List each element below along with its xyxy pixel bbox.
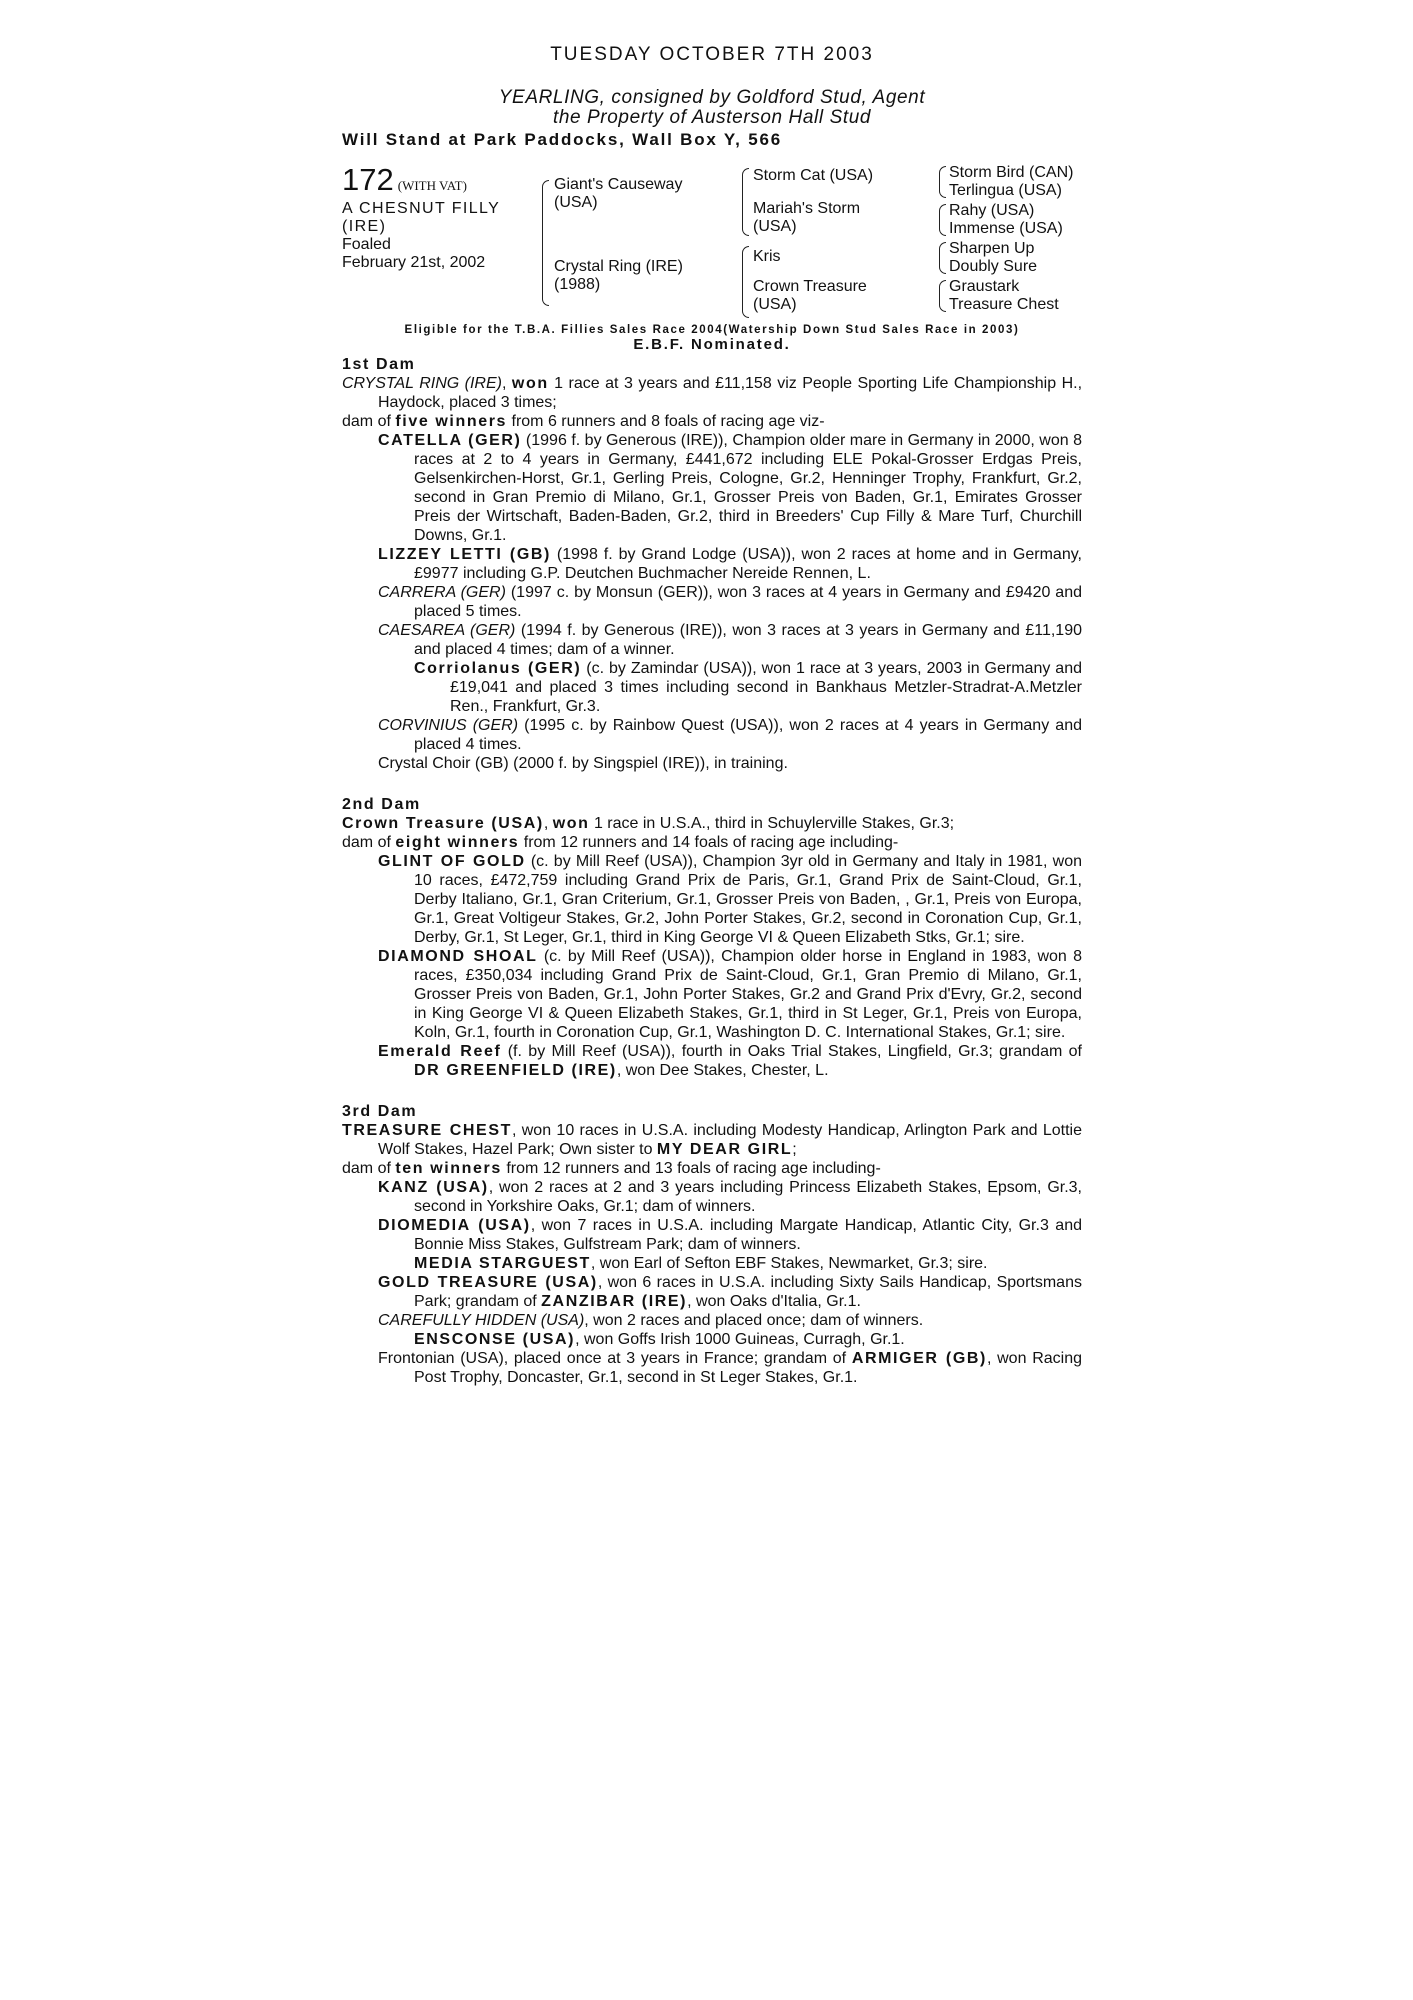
- produce-text: (c. by Mill Reef (USA)), Champion older horse in England in 1983, won 8 races, £350,034 including Grand Prix de Saint-Cloud, Gr.1, Gran Premio di Milano, Gr.1, Grosser Preis von Baden, Gr.1, John Porter Stakes, Gr.2 and Grand Prix d'Evry, Gr.2, second in King George VI & Queen Elizabeth Stakes, Gr.1, third in St Leger, Gr.1, Preis von Europa, Koln, Gr.1, fourth in Coronation Cup, Gr.1, Washington D. C. International Stakes, Gr.1; sire.: [414, 948, 1083, 1041]
- lot-sex-line-2: (IRE): [342, 218, 387, 235]
- produce-text: , won 2 races and placed once; dam of winners.: [584, 1312, 924, 1329]
- first-dam-text: 1 race at 3 years and £11,158 viz People Sporting Life Championship H., Haydock, placed 3 times;: [378, 375, 1083, 411]
- catalogue-page: [342, 44, 1082, 1387]
- grandparent-8: Treasure Chest: [949, 296, 1059, 313]
- second-dam-won: won: [552, 815, 590, 832]
- third-dam-text-tail: ;: [792, 1141, 797, 1158]
- produce-text-tail: , won Dee Stakes, Chester, L.: [616, 1062, 829, 1079]
- first-dam-produce-summary: [342, 412, 1082, 431]
- third-dam-name: TREASURE CHEST: [342, 1122, 512, 1139]
- foaled-date: February 21st, 2002: [342, 254, 486, 271]
- second-dam-name: Crown Treasure (USA): [342, 815, 544, 832]
- produce-text: Crystal Choir (GB) (2000 f. by Singspiel (IRE)), in training.: [378, 755, 788, 772]
- produce-name: DIAMOND SHOAL: [378, 948, 538, 965]
- produce-item: [342, 716, 1082, 754]
- sale-date: TUESDAY OCTOBER 7TH 2003: [550, 44, 874, 65]
- produce-text: (1996 f. by Generous (IRE)), Champion older mare in Germany in 2000, won 8 races at 2 to 4 years in Germany, £441,672 including ELE Pokal-Grosser Erdgas Preis, Gelsenkirchen-Horst, Gr.1, Gerling Preis, Cologne, Gr.2, Henninger Trophy, Frankfurt, Gr.2, second in Gran Premio di Milano, Gr.1, Grosser Preis von Baden, Gr.1, Emirates Grosser Preis der Wirtschaft, Baden-Baden, Gr.2, third in Breeders' Cup Filly & Mare Turf, Churchill Downs, Gr.1.: [414, 432, 1082, 544]
- dam-parents-brace: [742, 246, 749, 318]
- produce-text: (1997 c. by Monsun (GER)), won 3 races at 4 years in Germany and £9420 and placed 5 times.: [414, 584, 1082, 620]
- lot-sex-line-1: A CHESNUT FILLY: [342, 200, 501, 217]
- dam-of-prefix: dam of: [342, 413, 396, 430]
- sire-dam-brace: [542, 180, 549, 306]
- sire-sire: Storm Cat (USA): [753, 167, 874, 184]
- produce-text: (f. by Mill Reef (USA)), fourth in Oaks Trial Stakes, Lingfield, Gr.3; grandam of: [501, 1043, 1083, 1060]
- produce-text: Frontonian (USA), placed once at 3 years in France; grandam of: [378, 1350, 852, 1367]
- dam-of-suffix: from 12 runners and 14 foals of racing age including-: [519, 834, 899, 851]
- produce-text: (1994 f. by Generous (IRE)), won 3 races at 3 years in Germany and £11,190 and placed 4 times; dam of a winner.: [414, 622, 1082, 658]
- ebf-note: E.B.F. Nominated.: [633, 336, 791, 353]
- produce-text: , won Earl of Sefton EBF Stakes, Newmarket, Gr.3; sire.: [590, 1255, 988, 1272]
- produce-text-tail: , won Racing Post Trophy, Doncaster, Gr.1, second in St Leger Stakes, Gr.1.: [414, 1350, 1082, 1386]
- produce-item: [342, 583, 1082, 621]
- dam-of-prefix: dam of: [342, 1160, 396, 1177]
- consignor-line-1: YEARLING, consigned by Goldford Stud, Agent: [498, 87, 926, 108]
- brace-g1: [939, 166, 946, 198]
- produce-name: GOLD TREASURE (USA): [378, 1274, 598, 1291]
- dam-sire: Kris: [753, 248, 781, 265]
- winners-count: ten winners: [395, 1160, 502, 1177]
- produce-text: (c. by Mill Reef (USA)), Champion 3yr old in Germany and Italy in 1981, won 10 races, £472,759 including Grand Prix de Paris, Gr.1, Grand Prix de Saint-Cloud, Gr.1, Derby Italiano, Gr.1, Gran Criterium, Gr.1, Grosser Preis von Baden, , Gr.1, Preis von Europa, Gr.1, Great Voltigeur Stakes, Gr.2, John Porter Stakes, Gr.2, second in Coronation Cup, Gr.1, Derby, Gr.1, St Leger, Gr.1, third in King George VI & Queen Elizabeth Stks, Gr.1; sire.: [414, 853, 1082, 946]
- produce-name: CARRERA (GER): [378, 584, 506, 601]
- produce-item: [342, 1216, 1082, 1254]
- stand-location: Will Stand at Park Paddocks, Wall Box Y, 566: [342, 130, 782, 149]
- produce-sub-item: [342, 659, 1082, 716]
- sister-name: MY DEAR GIRL: [656, 1141, 793, 1158]
- dam-of-prefix: dam of: [342, 834, 396, 851]
- third-dam-record: [342, 1121, 1082, 1159]
- brace-g4: [939, 280, 946, 312]
- brace-g2: [939, 204, 946, 236]
- produce-sub-item: [342, 1254, 1082, 1273]
- grandparent-1: Storm Bird (CAN): [949, 164, 1074, 181]
- first-dam-name: CRYSTAL RING (IRE): [342, 375, 502, 392]
- produce-text: , won 2 races at 2 and 3 years including Princess Elizabeth Stakes, Epsom, Gr.3, second in Yorkshire Oaks, Gr.1; dam of winners.: [414, 1179, 1083, 1215]
- section-gap: [342, 1080, 1082, 1100]
- winners-count: eight winners: [395, 834, 520, 851]
- second-dam-record: Crown Treasure (USA), won 1 race in U.S.A., third in Schuylerville Stakes, Gr.3;: [342, 815, 955, 832]
- produce-name: MEDIA STARGUEST: [414, 1255, 591, 1272]
- first-dam-won: won: [511, 375, 549, 392]
- third-dam-heading: 3rd Dam: [342, 1103, 418, 1120]
- produce-text: (c. by Zamindar (USA)), won 1 race at 3 years, 2003 in Germany and £19,041 and placed 3 times including second in Bankhaus Metzler-Stradrat-A.Metzler Ren., Frankfurt, Gr.3.: [450, 660, 1082, 715]
- produce-text: (1995 c. by Rainbow Quest (USA)), won 2 races at 4 years in Germany and placed 4 times.: [414, 717, 1083, 753]
- produce-text-tail: , won Oaks d'Italia, Gr.1.: [687, 1293, 861, 1310]
- second-dam-heading: 2nd Dam: [342, 796, 421, 813]
- grandparent-7: Graustark: [949, 278, 1020, 295]
- grandchild-name: DR GREENFIELD (IRE): [414, 1062, 617, 1079]
- produce-sub-item: [342, 1330, 1082, 1349]
- grandparent-5: Sharpen Up: [949, 240, 1035, 257]
- sire: Giant's Causeway (USA): [554, 176, 683, 211]
- second-dam-produce-summary: [342, 833, 1082, 852]
- produce-item: [342, 1178, 1082, 1216]
- second-dam-text: 1 race in U.S.A., third in Schuylerville Stakes, Gr.3;: [589, 815, 955, 832]
- third-dam-produce-summary: [342, 1159, 1082, 1178]
- produce-name: CATELLA (GER): [378, 432, 522, 449]
- grandparent-3: Rahy (USA): [949, 202, 1035, 219]
- sire-parents-brace: [742, 168, 749, 236]
- lot-number: 172: [342, 162, 394, 197]
- produce-text: , won 7 races in U.S.A. including Margate Handicap, Atlantic City, Gr.3 and Bonnie Miss Stakes, Gulfstream Park; dam of winners.: [414, 1217, 1082, 1253]
- produce-text: , won 6 races in U.S.A. including Sixty Sails Handicap, Sportsmans Park; grandam of: [414, 1274, 1082, 1310]
- first-dam-record: CRYSTAL RING (IRE), won 1 race at 3 years and £11,158 viz People Sporting Life Championship H., Haydock, placed 3 times;: [342, 375, 1083, 411]
- winners-count: five winners: [395, 413, 508, 430]
- produce-name: Emerald Reef: [378, 1043, 502, 1060]
- grandparent-2: Terlingua (USA): [949, 182, 1062, 199]
- produce-item: [342, 431, 1082, 545]
- produce-name: DIOMEDIA (USA): [378, 1217, 531, 1234]
- produce-text: (1998 f. by Grand Lodge (USA)), won 2 races at home and in Germany, £9977 including G.P. Deutchen Buchmacher Nereide Rennen, L.: [414, 546, 1082, 582]
- first-dam-section: [342, 355, 1082, 773]
- grandchild-name: ZANZIBAR (IRE): [541, 1293, 688, 1310]
- produce-name: Corriolanus (GER): [414, 660, 582, 677]
- produce-item: [342, 947, 1082, 1042]
- produce-name: GLINT OF GOLD: [378, 853, 526, 870]
- produce-item: [342, 754, 1082, 773]
- produce-name: KANZ (USA): [378, 1179, 489, 1196]
- produce-item: [342, 621, 1082, 659]
- produce-item: [342, 1273, 1082, 1311]
- produce-item: [342, 852, 1082, 947]
- produce-item: [342, 1349, 1082, 1387]
- produce-item: [342, 1042, 1082, 1080]
- first-dam-heading: 1st Dam: [342, 356, 416, 373]
- produce-item: [342, 1311, 1082, 1330]
- produce-name: LIZZEY LETTI (GB): [378, 546, 551, 563]
- second-dam-section: [342, 795, 1082, 1080]
- produce-text: , won Goffs Irish 1000 Guineas, Curragh, Gr.1.: [575, 1331, 905, 1348]
- produce-name: ENSCONSE (USA): [414, 1331, 576, 1348]
- brace-g3: [939, 242, 946, 274]
- lot-info: [342, 164, 532, 272]
- dam-of-suffix: from 12 runners and 13 foals of racing age including-: [501, 1160, 881, 1177]
- produce-name: CAREFULLY HIDDEN (USA): [378, 1312, 585, 1329]
- produce-name: CORVINIUS (GER): [378, 717, 519, 734]
- grandparent-4: Immense (USA): [949, 220, 1063, 237]
- eligibility-note: Eligible for the T.B.A. Fillies Sales Race 2004(Watership Down Stud Sales Race in 2003): [404, 324, 1020, 336]
- dam-of-suffix: from 6 runners and 8 foals of racing age viz-: [507, 413, 825, 430]
- produce-name: CAESAREA (GER): [378, 622, 516, 639]
- grandparent-6: Doubly Sure: [949, 258, 1038, 275]
- sire-dam: Mariah's Storm (USA): [753, 200, 861, 235]
- vat-note: (WITH VAT): [397, 178, 467, 193]
- dam-dam: Crown Treasure (USA): [753, 278, 867, 313]
- pedigree-block: [342, 164, 1082, 320]
- consignor-line-2: the Property of Austerson Hall Stud: [552, 107, 872, 128]
- produce-item: [342, 545, 1082, 583]
- dam: Crystal Ring (IRE) (1988): [554, 258, 683, 293]
- section-gap: [342, 773, 1082, 793]
- third-dam-text: , won 10 races in U.S.A. including Modesty Handicap, Arlington Park and Lottie Wolf Stakes, Hazel Park; Own sister to: [378, 1122, 1082, 1158]
- grandchild-name: ARMIGER (GB): [851, 1350, 987, 1367]
- foaled-label: Foaled: [342, 236, 391, 253]
- third-dam-section: [342, 1102, 1082, 1387]
